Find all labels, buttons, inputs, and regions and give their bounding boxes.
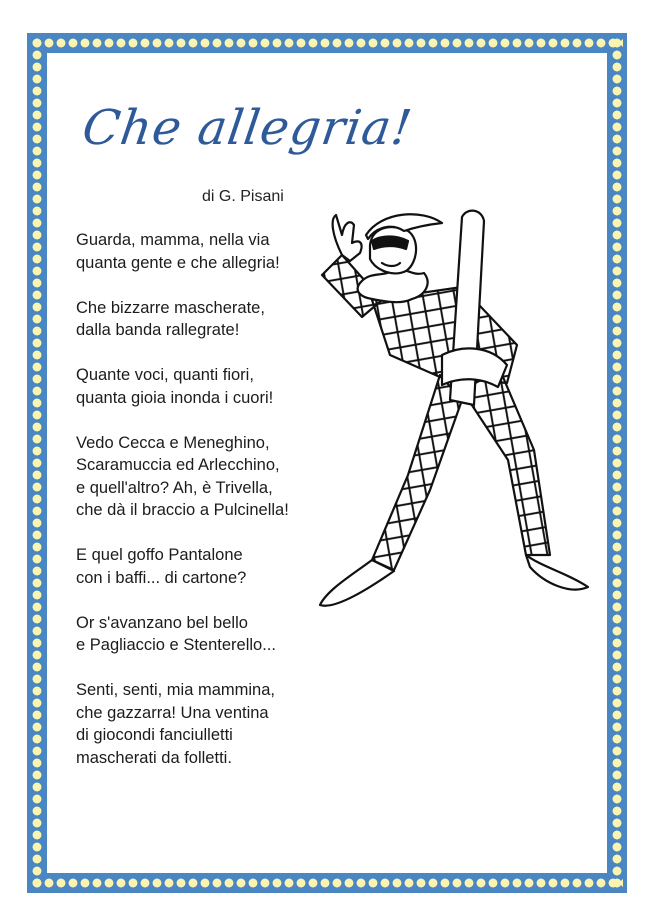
stanza <box>76 679 336 769</box>
harlequin-drawing <box>312 205 592 620</box>
poem-author: di G. Pisani <box>202 188 284 205</box>
poem-line: che dà il braccio a Pulcinella! <box>76 501 289 519</box>
poem-line: e quell'altro? Ah, è Trivella, <box>76 478 273 497</box>
stanza <box>76 612 336 657</box>
poem-title: Che allegria! <box>79 100 416 156</box>
poem-line: Or s'avanzano bel bello <box>76 613 248 632</box>
poem-line: e Pagliaccio e Stenterello... <box>76 636 276 654</box>
stanza <box>76 297 336 342</box>
poem-line: mascherati da folletti. <box>76 748 232 767</box>
poem-line: Guarda, mamma, nella via <box>76 231 270 249</box>
stanza <box>76 364 336 409</box>
border-dots-left <box>31 37 43 889</box>
border-dots-bottom <box>31 877 623 889</box>
poem-line: Vedo Cecca e Meneghino, <box>76 433 270 452</box>
poem-line: Senti, senti, mia mammina, <box>76 681 275 699</box>
harlequin-hand <box>333 215 362 261</box>
poem-line: Che bizzarre mascherate, <box>76 298 265 317</box>
poem-line: di giocondi fanciulletti <box>76 726 233 744</box>
poem-line: che gazzarra! Una ventina <box>76 703 269 722</box>
border-dots-top <box>31 37 623 49</box>
harlequin-left-leg <box>372 375 462 570</box>
stanza <box>76 432 336 522</box>
poem-line: E quel goffo Pantalone <box>76 546 243 564</box>
harlequin-right-shoe <box>526 555 588 590</box>
poem-line: dalla banda rallegrate! <box>76 321 240 339</box>
poem-line: Quante voci, quanti fiori, <box>76 366 254 384</box>
poem-line: quanta gioia inonda i cuori! <box>76 388 274 407</box>
poem-line: quanta gente e che allegria! <box>76 253 280 272</box>
stanza <box>76 229 336 274</box>
poem-line: con i baffi... di cartone? <box>76 568 247 587</box>
stanza <box>76 544 336 589</box>
poem-line: Scaramuccia ed Arlecchino, <box>76 456 280 474</box>
harlequin-left-shoe <box>320 560 394 606</box>
border-dots-right <box>611 37 623 889</box>
poem-body <box>76 229 336 792</box>
